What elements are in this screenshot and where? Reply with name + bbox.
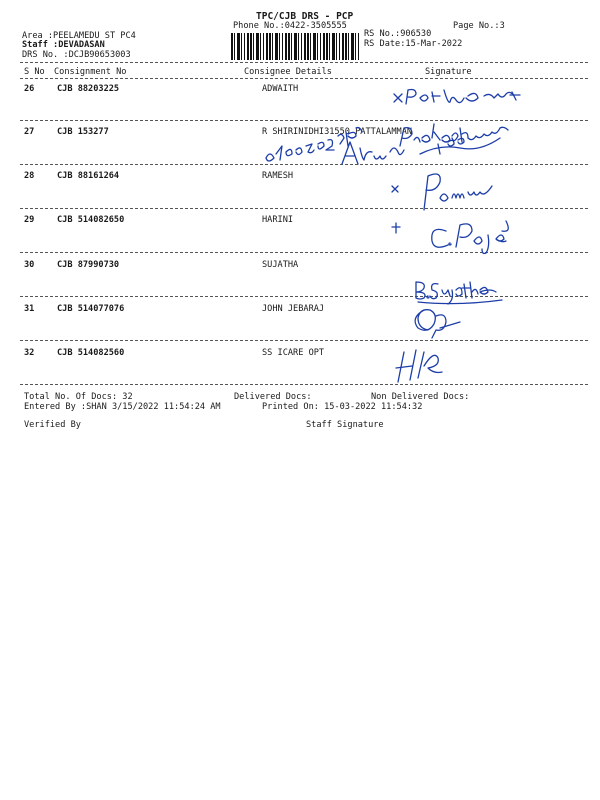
row-sno: 27 [24, 127, 35, 137]
phone-number: Phone No.:0422-3505555 [233, 21, 347, 31]
row-consignment: CJB 88203225 [57, 84, 120, 94]
rs-date: RS Date:15-Mar-2022 [364, 39, 463, 49]
delivered-docs: Delivered Docs: [234, 392, 312, 402]
row-consignment: CJB 88161264 [57, 171, 120, 181]
signature-row-32 [390, 342, 450, 390]
column-header-consignee: Consignee Details [244, 67, 332, 77]
printed-on: Printed On: 15-03-2022 11:54:32 [262, 402, 423, 412]
total-docs: Total No. Of Docs: 32 [24, 392, 133, 402]
row-sno: 31 [24, 304, 35, 314]
row-consignee: JOHN JEBARAJ [262, 304, 325, 314]
row-sno: 26 [24, 84, 35, 94]
column-header-signature: Signature [425, 67, 472, 77]
drs-number: DRS No. :DCJB90653003 [22, 50, 131, 60]
row-consignment: CJB 514077076 [57, 304, 125, 314]
row-sno: 32 [24, 348, 35, 358]
row-sno: 30 [24, 260, 35, 270]
verified-by-label: Verified By [24, 420, 81, 430]
row-consignment: CJB 514082560 [57, 348, 125, 358]
row-consignee: SS ICARE OPT [262, 348, 325, 358]
signature-row-31 [410, 306, 470, 344]
column-header-sno: S No [24, 67, 45, 77]
row-consignee: ADWAITH [262, 84, 299, 94]
divider [20, 384, 588, 385]
row-consignee: SUJATHA [262, 260, 299, 270]
rs-number: RS No.:906530 [364, 29, 432, 39]
non-delivered-docs: Non Delivered Docs: [371, 392, 470, 402]
page-number: Page No.:3 [453, 21, 505, 31]
staff-label: Staff :DEVADASAN [22, 40, 105, 50]
divider [20, 62, 588, 63]
row-sno: 28 [24, 171, 35, 181]
signature-row-29 [390, 215, 520, 264]
row-divider [20, 340, 588, 341]
row-consignment: CJB 153277 [57, 127, 109, 137]
divider [20, 78, 588, 79]
entered-by: Entered By :SHAN 3/15/2022 11:54:24 AM [24, 402, 221, 412]
staff-signature-label: Staff Signature [306, 420, 384, 430]
row-consignment: CJB 514082650 [57, 215, 125, 225]
row-consignee: RAMESH [262, 171, 294, 181]
area-label: Area :PEELAMEDU ST PC4 [22, 31, 136, 41]
barcode [231, 33, 359, 60]
row-divider [20, 208, 588, 209]
row-consignee: HARINI [262, 215, 294, 225]
column-header-consignment: Consignment No [54, 67, 127, 77]
row-consignment: CJB 87990730 [57, 260, 120, 270]
row-consignee: R SHIRINIDHI31550 PATTALAMMAN [262, 127, 413, 137]
signature-row-26 [392, 86, 532, 114]
document-title: TPC/CJB DRS - PCP [256, 11, 354, 22]
signature-row-27 [262, 118, 527, 180]
row-sno: 29 [24, 215, 35, 225]
signature-row-28 [390, 172, 500, 216]
